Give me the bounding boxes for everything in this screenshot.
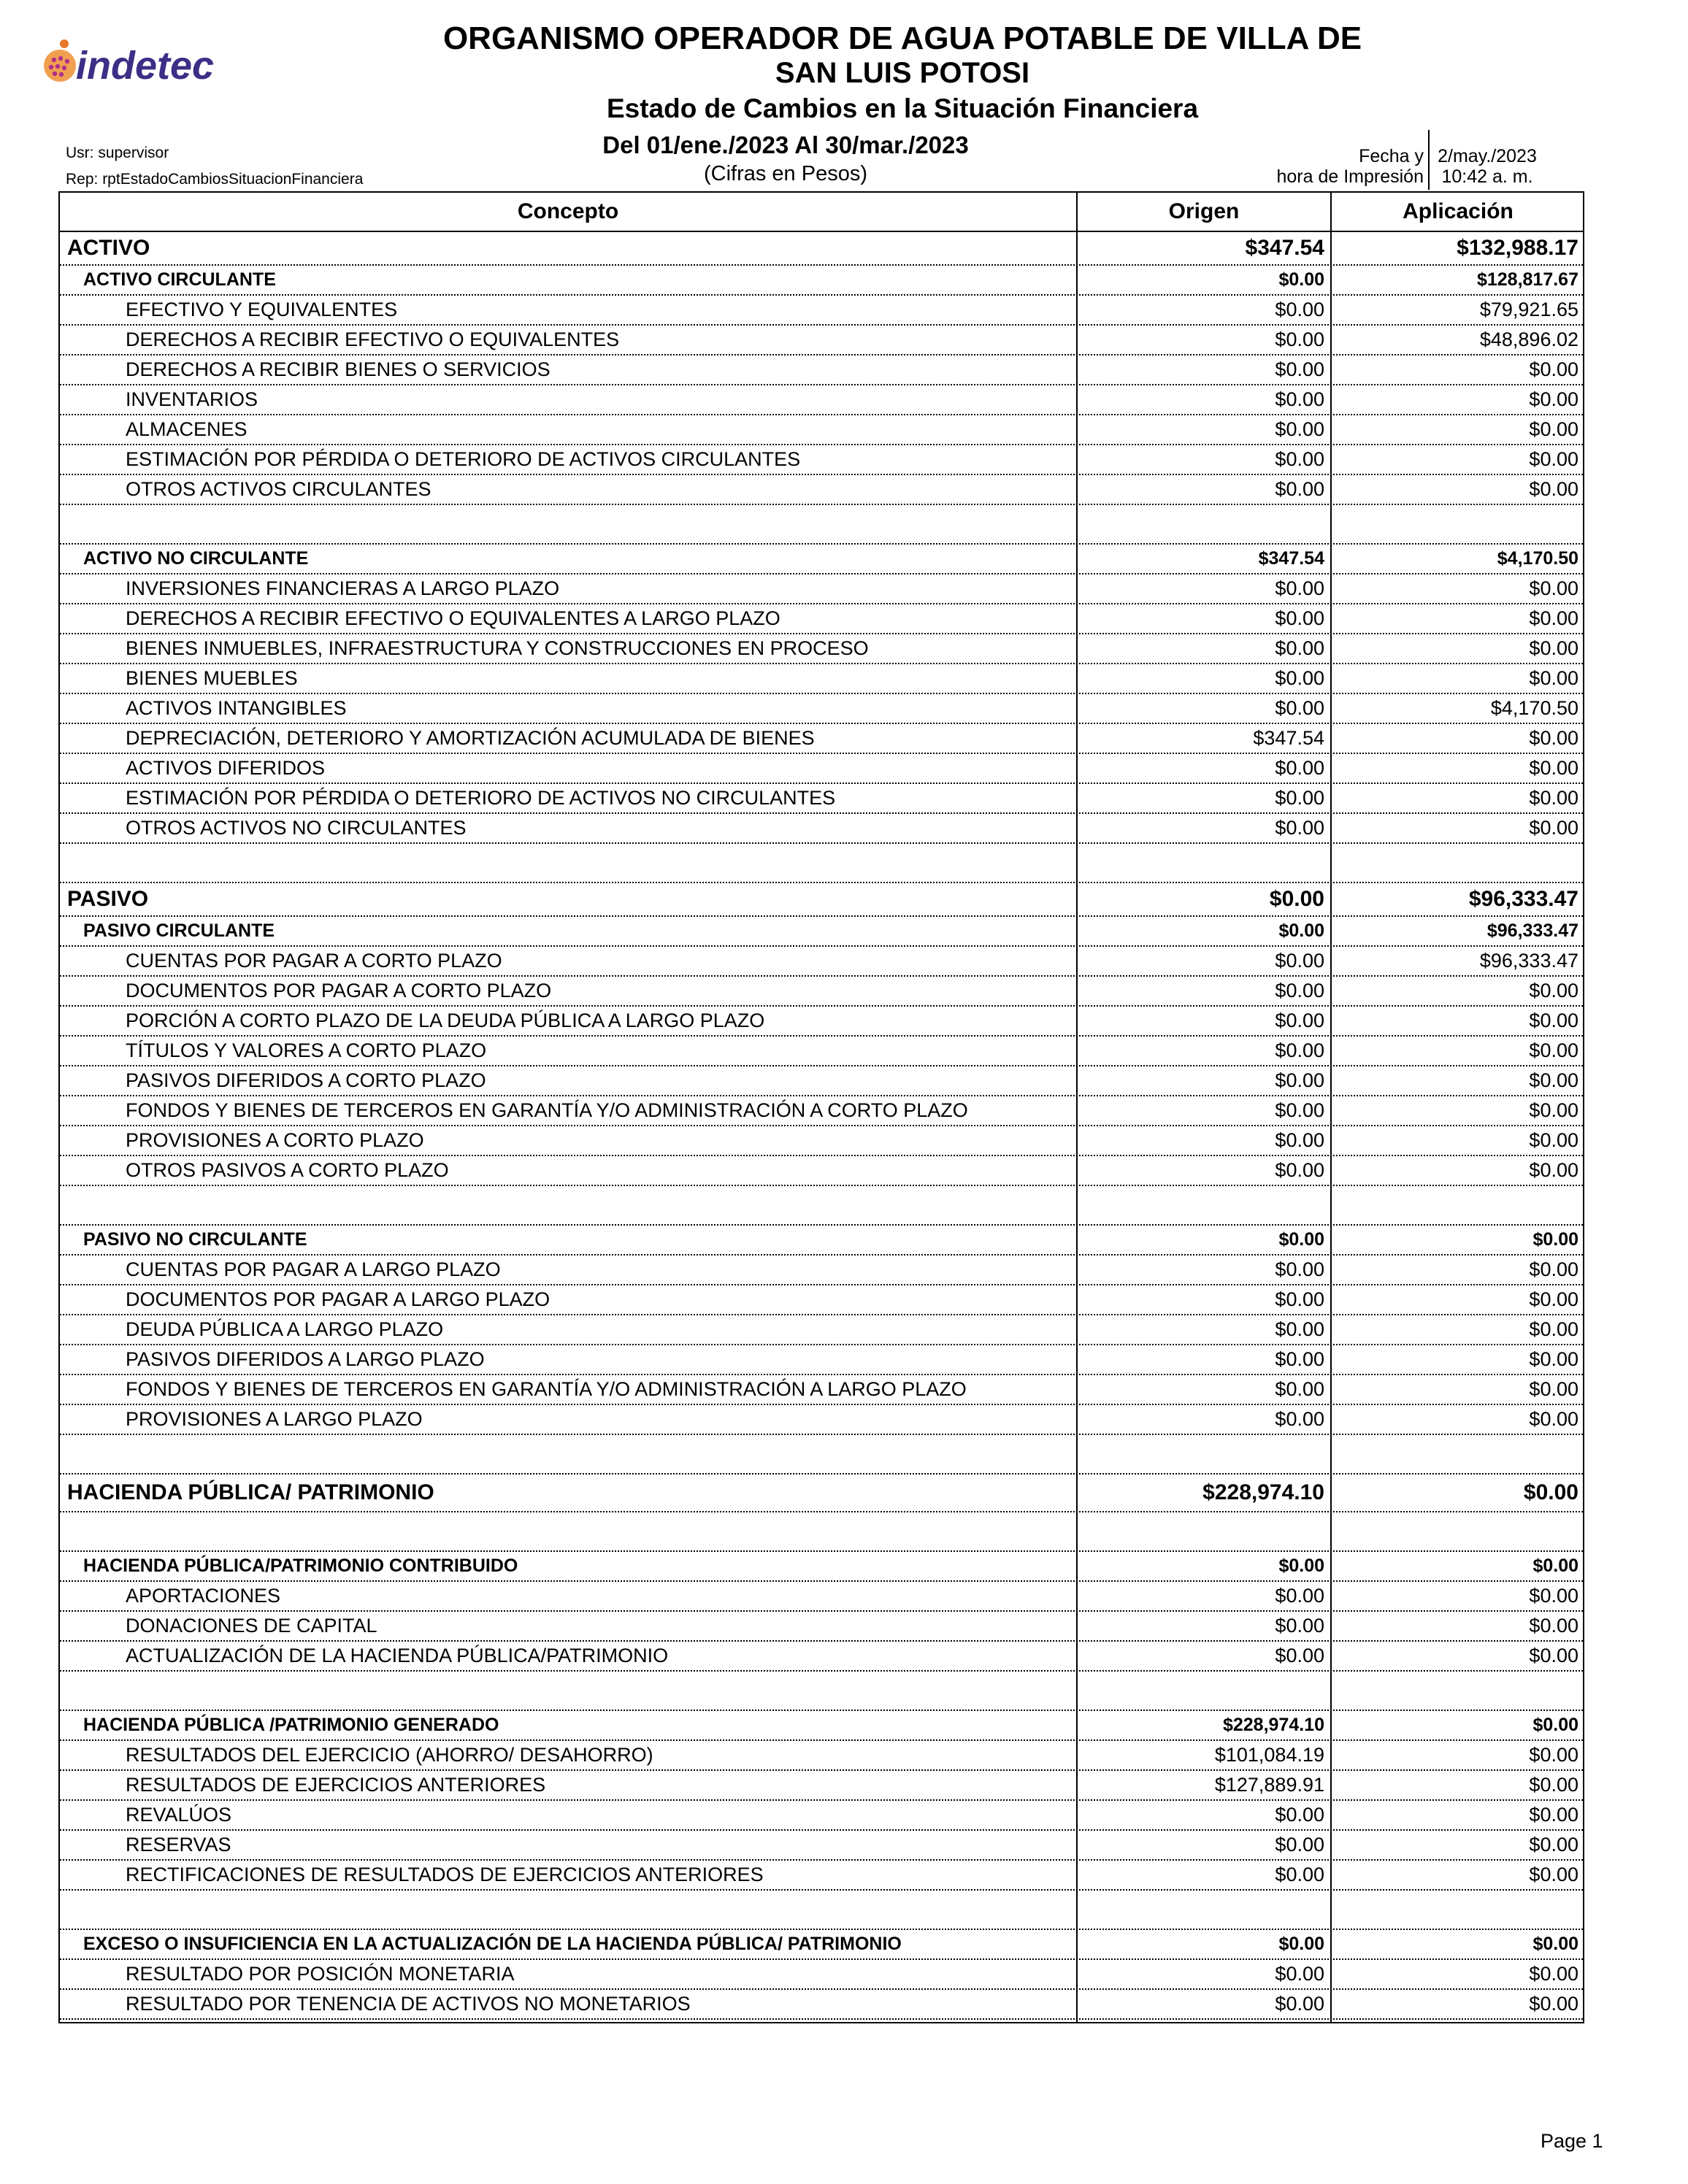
row-concept: BIENES MUEBLES bbox=[126, 667, 298, 689]
section-row bbox=[60, 232, 1583, 266]
org-name-line1: ORGANISMO OPERADOR DE AGUA POTABLE DE VILLA DE bbox=[442, 20, 1362, 56]
row-concept: ACTIVO CIRCULANTE bbox=[83, 269, 276, 290]
row-aplicacion: $0.00 bbox=[1529, 1963, 1578, 1985]
row-aplicacion: $0.00 bbox=[1529, 1129, 1578, 1151]
row-aplicacion: $0.00 bbox=[1529, 1010, 1578, 1031]
table-row bbox=[60, 1285, 1583, 1315]
row-concept: FONDOS Y BIENES DE TERCEROS EN GARANTÍA Y/O ADMINISTRACIÓN A CORTO PLAZO bbox=[126, 1099, 968, 1121]
row-origen bbox=[1078, 1186, 1324, 1224]
row-origen: $228,974.10 bbox=[1202, 1480, 1324, 1504]
column-header-aplicacion: Aplicación bbox=[1403, 199, 1514, 223]
table-row bbox=[60, 694, 1583, 724]
row-aplicacion: $0.00 bbox=[1529, 817, 1578, 839]
row-origen: $0.00 bbox=[1275, 1288, 1324, 1310]
row-origen bbox=[1078, 1672, 1324, 1710]
row-concept: OTROS ACTIVOS NO CIRCULANTES bbox=[126, 817, 467, 839]
row-aplicacion: $0.00 bbox=[1529, 1039, 1578, 1061]
row-concept: RESULTADOS DEL EJERCICIO (AHORRO/ DESAHORRO) bbox=[126, 1744, 653, 1766]
table-row bbox=[60, 784, 1583, 814]
row-aplicacion: $0.00 bbox=[1529, 1615, 1578, 1637]
row-origen bbox=[1078, 1435, 1324, 1473]
row-aplicacion bbox=[1332, 505, 1578, 543]
row-origen: $0.00 bbox=[1275, 697, 1324, 719]
table-row bbox=[60, 1096, 1583, 1126]
table-row bbox=[60, 475, 1583, 505]
user-label: Usr: supervisor bbox=[66, 145, 169, 161]
row-origen bbox=[1078, 844, 1324, 882]
spacer-row bbox=[60, 1512, 1583, 1552]
row-origen bbox=[1078, 505, 1324, 543]
row-aplicacion bbox=[1332, 1186, 1578, 1224]
row-concept: CUENTAS POR PAGAR A LARGO PLAZO bbox=[126, 1258, 501, 1280]
table-row bbox=[60, 1960, 1583, 1990]
row-origen: $347.54 bbox=[1258, 548, 1324, 569]
row-origen: $0.00 bbox=[1275, 1099, 1324, 1121]
spacer-row bbox=[60, 1435, 1583, 1474]
row-origen bbox=[1078, 1891, 1324, 1929]
row-concept: ESTIMACIÓN POR PÉRDIDA O DETERIORO DE ACTIVOS NO CIRCULANTES bbox=[126, 787, 836, 809]
table-row bbox=[60, 1801, 1583, 1831]
financial-table bbox=[58, 191, 1584, 2023]
row-concept: HACIENDA PÚBLICA/PATRIMONIO CONTRIBUIDO bbox=[83, 1556, 518, 1576]
row-origen: $347.54 bbox=[1245, 236, 1324, 260]
row-origen: $0.00 bbox=[1275, 328, 1324, 350]
table-row bbox=[60, 445, 1583, 475]
row-aplicacion: $0.00 bbox=[1529, 1348, 1578, 1370]
row-concept: ACTIVO NO CIRCULANTE bbox=[83, 548, 309, 569]
section-row bbox=[60, 883, 1583, 917]
row-concept: PASIVO CIRCULANTE bbox=[83, 920, 275, 941]
spacer-row bbox=[60, 1186, 1583, 1226]
spacer-row bbox=[60, 505, 1583, 545]
row-concept: PASIVOS DIFERIDOS A LARGO PLAZO bbox=[126, 1348, 485, 1370]
row-aplicacion: $0.00 bbox=[1529, 1774, 1578, 1796]
row-aplicacion: $132,988.17 bbox=[1457, 236, 1578, 260]
table-row bbox=[60, 1861, 1583, 1891]
row-concept: ACTUALIZACIÓN DE LA HACIENDA PÚBLICA/PATRIMONIO bbox=[126, 1645, 669, 1666]
row-concept: OTROS PASIVOS A CORTO PLAZO bbox=[126, 1159, 449, 1181]
row-aplicacion: $0.00 bbox=[1529, 727, 1578, 749]
subsection-row bbox=[60, 266, 1583, 296]
print-date: 2/may./2023 bbox=[1438, 146, 1537, 166]
print-info-divider bbox=[1428, 130, 1430, 190]
row-aplicacion: $0.00 bbox=[1529, 1159, 1578, 1181]
row-origen: $0.00 bbox=[1275, 1159, 1324, 1181]
row-concept: RESULTADO POR TENENCIA DE ACTIVOS NO MONETARIOS bbox=[126, 1993, 691, 2015]
table-row bbox=[60, 1990, 1583, 2020]
row-origen: $0.00 bbox=[1275, 1069, 1324, 1091]
row-origen: $0.00 bbox=[1275, 388, 1324, 410]
logo-text: indetec bbox=[76, 44, 215, 88]
row-concept: PASIVOS DIFERIDOS A CORTO PLAZO bbox=[126, 1069, 486, 1091]
row-aplicacion: $0.00 bbox=[1529, 1585, 1578, 1607]
table-row bbox=[60, 1831, 1583, 1861]
row-aplicacion: $0.00 bbox=[1529, 1993, 1578, 2015]
row-aplicacion bbox=[1332, 1435, 1578, 1473]
table-row bbox=[60, 296, 1583, 326]
row-origen: $0.00 bbox=[1275, 980, 1324, 1001]
row-concept: DEUDA PÚBLICA A LARGO PLAZO bbox=[126, 1318, 444, 1340]
table-row bbox=[60, 326, 1583, 355]
row-origen: $347.54 bbox=[1253, 727, 1324, 749]
row-origen: $0.00 bbox=[1275, 757, 1324, 779]
row-concept: PASIVO bbox=[67, 887, 149, 911]
spacer-row bbox=[60, 1672, 1583, 1711]
row-aplicacion: $0.00 bbox=[1529, 1834, 1578, 1856]
row-aplicacion: $128,817.67 bbox=[1476, 269, 1578, 290]
row-concept: ESTIMACIÓN POR PÉRDIDA O DETERIORO DE ACTIVOS CIRCULANTES bbox=[126, 448, 801, 470]
row-concept: APORTACIONES bbox=[126, 1585, 281, 1607]
table-row bbox=[60, 415, 1583, 445]
row-aplicacion: $0.00 bbox=[1529, 607, 1578, 629]
row-origen: $0.00 bbox=[1278, 269, 1324, 290]
row-concept: INVERSIONES FINANCIERAS A LARGO PLAZO bbox=[126, 577, 560, 599]
row-origen: $0.00 bbox=[1275, 1864, 1324, 1885]
row-aplicacion bbox=[1332, 1512, 1578, 1550]
row-concept: HACIENDA PÚBLICA /PATRIMONIO GENERADO bbox=[83, 1715, 499, 1735]
table-row bbox=[60, 634, 1583, 664]
row-concept: CUENTAS POR PAGAR A CORTO PLAZO bbox=[126, 950, 502, 972]
table-row bbox=[60, 385, 1583, 415]
row-origen: $0.00 bbox=[1275, 1408, 1324, 1430]
row-concept: PROVISIONES A CORTO PLAZO bbox=[126, 1129, 424, 1151]
row-concept: OTROS ACTIVOS CIRCULANTES bbox=[126, 478, 431, 500]
row-aplicacion: $0.00 bbox=[1529, 1378, 1578, 1400]
report-title: Estado de Cambios en la Situación Financiera bbox=[606, 93, 1199, 123]
table-row bbox=[60, 1007, 1583, 1037]
row-concept: DONACIONES DE CAPITAL bbox=[126, 1615, 377, 1637]
row-aplicacion: $0.00 bbox=[1523, 1480, 1578, 1504]
row-concept: DOCUMENTOS POR PAGAR A LARGO PLAZO bbox=[126, 1288, 550, 1310]
row-aplicacion: $0.00 bbox=[1529, 1744, 1578, 1766]
row-origen: $0.00 bbox=[1278, 920, 1324, 941]
row-origen bbox=[1078, 1512, 1324, 1550]
row-aplicacion: $0.00 bbox=[1529, 1804, 1578, 1826]
table-row bbox=[60, 814, 1583, 844]
row-aplicacion: $96,333.47 bbox=[1479, 950, 1578, 972]
row-origen: $0.00 bbox=[1269, 887, 1324, 911]
row-aplicacion: $0.00 bbox=[1529, 448, 1578, 470]
row-concept: PORCIÓN A CORTO PLAZO DE LA DEUDA PÚBLICA A LARGO PLAZO bbox=[126, 1010, 765, 1031]
row-aplicacion: $0.00 bbox=[1529, 478, 1578, 500]
spacer-row bbox=[60, 844, 1583, 883]
row-origen: $0.00 bbox=[1275, 358, 1324, 380]
row-aplicacion: $0.00 bbox=[1532, 1229, 1578, 1250]
report-period: Del 01/ene./2023 Al 30/mar./2023 bbox=[602, 131, 969, 158]
row-origen: $0.00 bbox=[1275, 418, 1324, 440]
row-origen: $0.00 bbox=[1275, 1378, 1324, 1400]
row-origen: $0.00 bbox=[1275, 667, 1324, 689]
page-number: Page 1 bbox=[1541, 2130, 1603, 2152]
table-row bbox=[60, 1156, 1583, 1186]
table-row bbox=[60, 1612, 1583, 1642]
row-aplicacion: $4,170.50 bbox=[1497, 548, 1578, 569]
row-aplicacion: $0.00 bbox=[1529, 1864, 1578, 1885]
row-origen: $0.00 bbox=[1275, 1834, 1324, 1856]
row-aplicacion: $4,170.50 bbox=[1490, 697, 1578, 719]
row-origen: $127,889.91 bbox=[1214, 1774, 1324, 1796]
row-concept: FONDOS Y BIENES DE TERCEROS EN GARANTÍA Y/O ADMINISTRACIÓN A LARGO PLAZO bbox=[126, 1378, 967, 1400]
row-origen: $0.00 bbox=[1275, 478, 1324, 500]
row-concept: DERECHOS A RECIBIR BIENES O SERVICIOS bbox=[126, 358, 550, 380]
row-concept: DOCUMENTOS POR PAGAR A CORTO PLAZO bbox=[126, 980, 552, 1001]
row-aplicacion: $0.00 bbox=[1529, 1318, 1578, 1340]
org-name-line2: SAN LUIS POTOSI bbox=[775, 57, 1030, 89]
row-concept: EFECTIVO Y EQUIVALENTES bbox=[126, 299, 398, 320]
row-concept: RESULTADO POR POSICIÓN MONETARIA bbox=[126, 1963, 515, 1985]
row-aplicacion: $0.00 bbox=[1529, 637, 1578, 659]
row-aplicacion: $0.00 bbox=[1529, 1288, 1578, 1310]
row-concept: DERECHOS A RECIBIR EFECTIVO O EQUIVALENTES bbox=[126, 328, 620, 350]
subsection-row bbox=[60, 917, 1583, 947]
subsection-row bbox=[60, 1711, 1583, 1741]
row-aplicacion: $0.00 bbox=[1529, 667, 1578, 689]
row-origen: $0.00 bbox=[1275, 637, 1324, 659]
row-origen: $0.00 bbox=[1275, 1993, 1324, 2015]
row-origen: $0.00 bbox=[1275, 817, 1324, 839]
row-concept: HACIENDA PÚBLICA/ PATRIMONIO bbox=[67, 1480, 434, 1504]
table-row bbox=[60, 604, 1583, 634]
row-aplicacion: $0.00 bbox=[1529, 418, 1578, 440]
table-row bbox=[60, 1066, 1583, 1096]
row-origen: $0.00 bbox=[1275, 577, 1324, 599]
row-concept: TÍTULOS Y VALORES A CORTO PLAZO bbox=[126, 1039, 487, 1061]
table-row bbox=[60, 1256, 1583, 1285]
row-concept: RESULTADOS DE EJERCICIOS ANTERIORES bbox=[126, 1774, 546, 1796]
row-concept: RECTIFICACIONES DE RESULTADOS DE EJERCICIOS ANTERIORES bbox=[126, 1864, 764, 1885]
row-concept: REVALÚOS bbox=[126, 1804, 232, 1826]
row-aplicacion: $79,921.65 bbox=[1479, 299, 1578, 320]
row-origen: $0.00 bbox=[1275, 1963, 1324, 1985]
table-row bbox=[60, 355, 1583, 385]
row-origen: $101,084.19 bbox=[1214, 1744, 1324, 1766]
row-origen: $0.00 bbox=[1275, 1010, 1324, 1031]
row-concept: INVENTARIOS bbox=[126, 388, 258, 410]
row-concept: PROVISIONES A LARGO PLAZO bbox=[126, 1408, 423, 1430]
subsection-row bbox=[60, 1226, 1583, 1256]
table-row bbox=[60, 1405, 1583, 1435]
row-aplicacion bbox=[1332, 844, 1578, 882]
row-aplicacion: $0.00 bbox=[1532, 1934, 1578, 1954]
row-aplicacion: $0.00 bbox=[1529, 757, 1578, 779]
row-aplicacion: $0.00 bbox=[1529, 577, 1578, 599]
subsection-row bbox=[60, 545, 1583, 574]
table-row bbox=[60, 1375, 1583, 1405]
row-concept: RESERVAS bbox=[126, 1834, 231, 1856]
print-time: 10:42 a. m. bbox=[1441, 166, 1533, 187]
spacer-row bbox=[60, 1891, 1583, 1930]
print-date-label: Fecha y bbox=[1359, 146, 1424, 166]
row-concept: EXCESO O INSUFICIENCIA EN LA ACTUALIZACIÓN DE LA HACIENDA PÚBLICA/ PATRIMONIO bbox=[83, 1934, 902, 1954]
row-aplicacion: $0.00 bbox=[1529, 1069, 1578, 1091]
row-concept: DEPRECIACIÓN, DETERIORO Y AMORTIZACIÓN ACUMULADA DE BIENES bbox=[126, 727, 815, 749]
row-origen: $0.00 bbox=[1275, 1585, 1324, 1607]
row-aplicacion: $0.00 bbox=[1529, 787, 1578, 809]
row-origen: $0.00 bbox=[1275, 1804, 1324, 1826]
table-row bbox=[60, 754, 1583, 784]
row-concept: ACTIVO bbox=[67, 236, 150, 260]
table-row bbox=[60, 977, 1583, 1007]
row-concept: PASIVO NO CIRCULANTE bbox=[83, 1229, 307, 1250]
row-origen: $0.00 bbox=[1275, 299, 1324, 320]
row-aplicacion: $0.00 bbox=[1529, 980, 1578, 1001]
print-time-label: hora de Impresión bbox=[1276, 166, 1424, 187]
subsection-row bbox=[60, 1552, 1583, 1582]
row-origen: $0.00 bbox=[1275, 1318, 1324, 1340]
row-aplicacion: $0.00 bbox=[1529, 1099, 1578, 1121]
row-origen: $0.00 bbox=[1278, 1556, 1324, 1576]
report-units: (Cifras en Pesos) bbox=[703, 162, 867, 185]
row-aplicacion: $96,333.47 bbox=[1468, 887, 1578, 911]
row-origen: $0.00 bbox=[1275, 1258, 1324, 1280]
table-row bbox=[60, 1126, 1583, 1156]
column-header-concepto: Concepto bbox=[517, 199, 619, 223]
row-origen: $0.00 bbox=[1275, 1348, 1324, 1370]
row-concept: ACTIVOS INTANGIBLES bbox=[126, 697, 347, 719]
row-origen: $0.00 bbox=[1275, 448, 1324, 470]
row-origen: $0.00 bbox=[1275, 1039, 1324, 1061]
row-aplicacion: $96,333.47 bbox=[1486, 920, 1578, 941]
column-header-origen: Origen bbox=[1168, 199, 1240, 223]
row-aplicacion: $48,896.02 bbox=[1479, 328, 1578, 350]
row-aplicacion: $0.00 bbox=[1532, 1715, 1578, 1735]
row-origen: $0.00 bbox=[1275, 950, 1324, 972]
table-row bbox=[60, 1345, 1583, 1375]
row-concept: BIENES INMUEBLES, INFRAESTRUCTURA Y CONSTRUCCIONES EN PROCESO bbox=[126, 637, 869, 659]
row-concept: ACTIVOS DIFERIDOS bbox=[126, 757, 326, 779]
row-aplicacion bbox=[1332, 1891, 1578, 1929]
table-row bbox=[60, 1741, 1583, 1771]
table-row bbox=[60, 1642, 1583, 1672]
row-origen: $228,974.10 bbox=[1222, 1715, 1324, 1735]
row-origen: $0.00 bbox=[1275, 787, 1324, 809]
table-row bbox=[60, 574, 1583, 604]
row-aplicacion: $0.00 bbox=[1529, 388, 1578, 410]
table-row bbox=[60, 1582, 1583, 1612]
section-row bbox=[60, 1474, 1583, 1512]
row-aplicacion: $0.00 bbox=[1529, 1645, 1578, 1666]
row-concept: ALMACENES bbox=[126, 418, 248, 440]
row-aplicacion: $0.00 bbox=[1529, 1408, 1578, 1430]
table-row bbox=[60, 1037, 1583, 1066]
row-concept: DERECHOS A RECIBIR EFECTIVO O EQUIVALENTES A LARGO PLAZO bbox=[126, 607, 780, 629]
subsection-row bbox=[60, 1930, 1583, 1960]
row-origen: $0.00 bbox=[1275, 1645, 1324, 1666]
row-origen: $0.00 bbox=[1275, 1129, 1324, 1151]
row-aplicacion: $0.00 bbox=[1532, 1556, 1578, 1576]
row-origen: $0.00 bbox=[1278, 1229, 1324, 1250]
report-name: Rep: rptEstadoCambiosSituacionFinanciera bbox=[66, 171, 364, 188]
table-row bbox=[60, 947, 1583, 977]
table-row bbox=[60, 724, 1583, 754]
table-row bbox=[60, 664, 1583, 694]
row-aplicacion: $0.00 bbox=[1529, 1258, 1578, 1280]
row-origen: $0.00 bbox=[1275, 1615, 1324, 1637]
row-aplicacion bbox=[1332, 1672, 1578, 1710]
table-row bbox=[60, 1315, 1583, 1345]
row-origen: $0.00 bbox=[1275, 607, 1324, 629]
table-row bbox=[60, 1771, 1583, 1801]
row-aplicacion: $0.00 bbox=[1529, 358, 1578, 380]
row-origen: $0.00 bbox=[1278, 1934, 1324, 1954]
